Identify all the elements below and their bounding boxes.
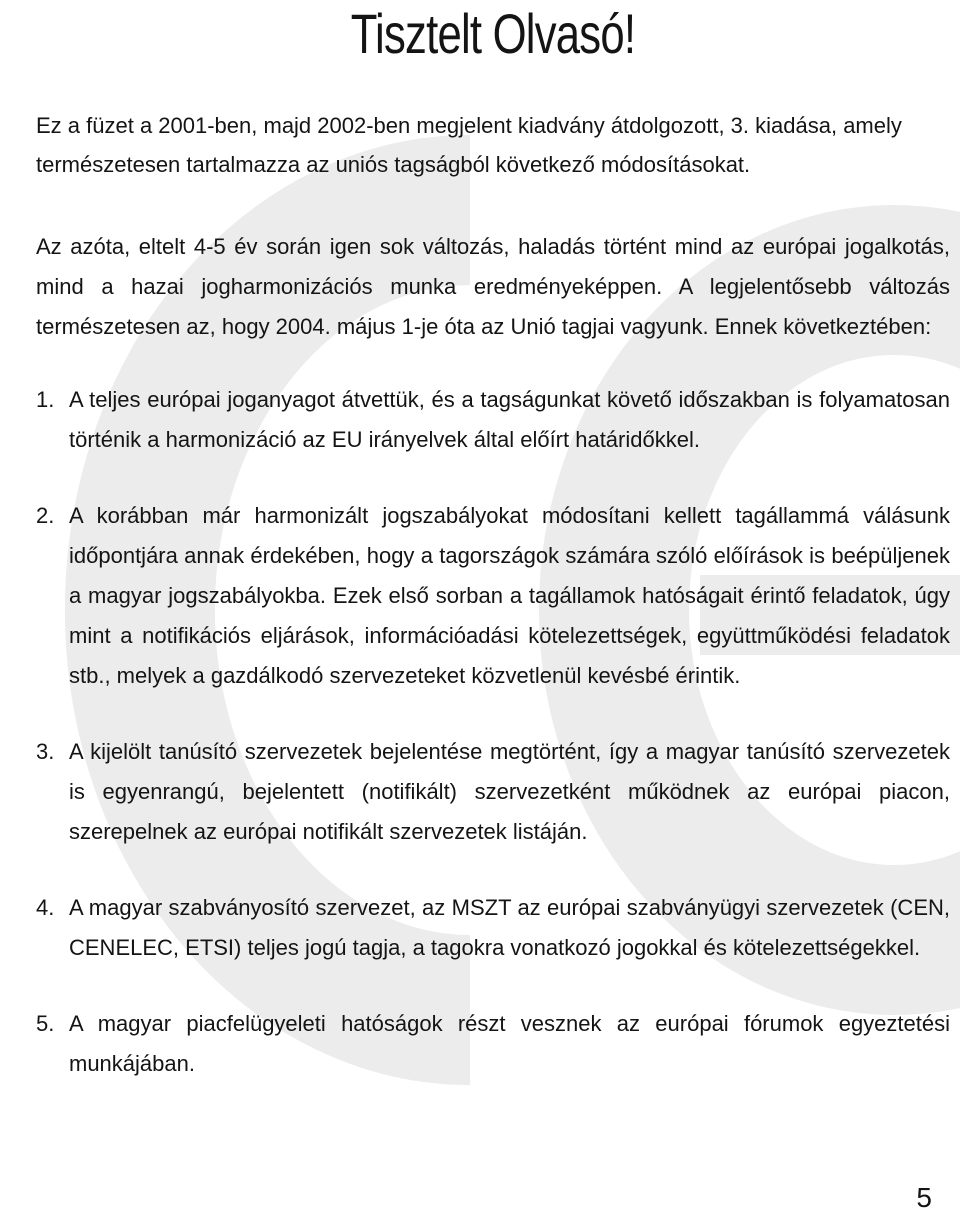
list-item xyxy=(36,888,950,968)
list-item-text: A kijelölt tanúsító szervezetek bejelentése megtörtént, így a magyar tanúsító szervezetek is egyenrangú, bejelentett (notifikált) szervezetként működnek az európai piacon, szerepelnek az európai notifikált szervezetek listáján. xyxy=(69,739,950,844)
consequence-list xyxy=(36,380,950,1084)
page-number: 5 xyxy=(916,1182,932,1213)
list-item-text: A teljes európai joganyagot átvettük, és a tagságunkat követő időszakban is folyamatosan történik a harmonizáció az EU irányelvek által előírt határidőkkel. xyxy=(69,387,950,452)
list-item-text: A korábban már harmonizált jogszabályokat módosítani kellett tagállammá válásunk időpontjára annak érdekében, hogy a tagországok számára szóló előírások is beépüljenek a magyar jogszabályokba. Ezek első sorban a tagállamok hatóságait érintő feladatok, úgy mint a notifikációs eljárások, információadási kötelezettségek, együttműködési feladatok stb., melyek a gazdálkodó szervezeteket közvetlenül kevésbé érintik. xyxy=(69,503,950,688)
list-item xyxy=(36,1004,950,1084)
list-item-number: 2. xyxy=(36,503,55,528)
list-item-number: 1. xyxy=(36,387,55,412)
intro-paragraph: Ez a füzet a 2001-ben, majd 2002-ben megjelent kiadvány átdolgozott, 3. kiadása, amely természetesen tartalmazza az uniós tagságból következő módosításokat. xyxy=(36,113,902,177)
context-paragraph: Az azóta, eltelt 4-5 év során igen sok változás, haladás történt mind az európai jogalkotás, mind a hazai jogharmonizációs munka eredményeképpen. A legjelentősebb változás természetesen az, hogy 2004. május 1-je óta az Unió tagjai vagyunk. Ennek következtében: xyxy=(36,234,950,339)
page-title: Tisztelt Olvasó! xyxy=(350,2,636,65)
list-item xyxy=(36,496,950,696)
list-item-text: A magyar piacfelügyeleti hatóságok részt vesznek az európai fórumok egyeztetési munkájában. xyxy=(69,1011,950,1076)
list-item-number: 4. xyxy=(36,895,55,920)
list-item xyxy=(36,732,950,852)
list-item-text: A magyar szabványosító szervezet, az MSZT az európai szabványügyi szervezetek (CEN, CENELEC, ETSI) teljes jogú tagja, a tagokra vonatkozó jogokkal és kötelezettségekkel. xyxy=(69,895,950,960)
list-item-number: 3. xyxy=(36,739,55,764)
list-item xyxy=(36,380,950,460)
list-item-number: 5. xyxy=(36,1011,55,1036)
